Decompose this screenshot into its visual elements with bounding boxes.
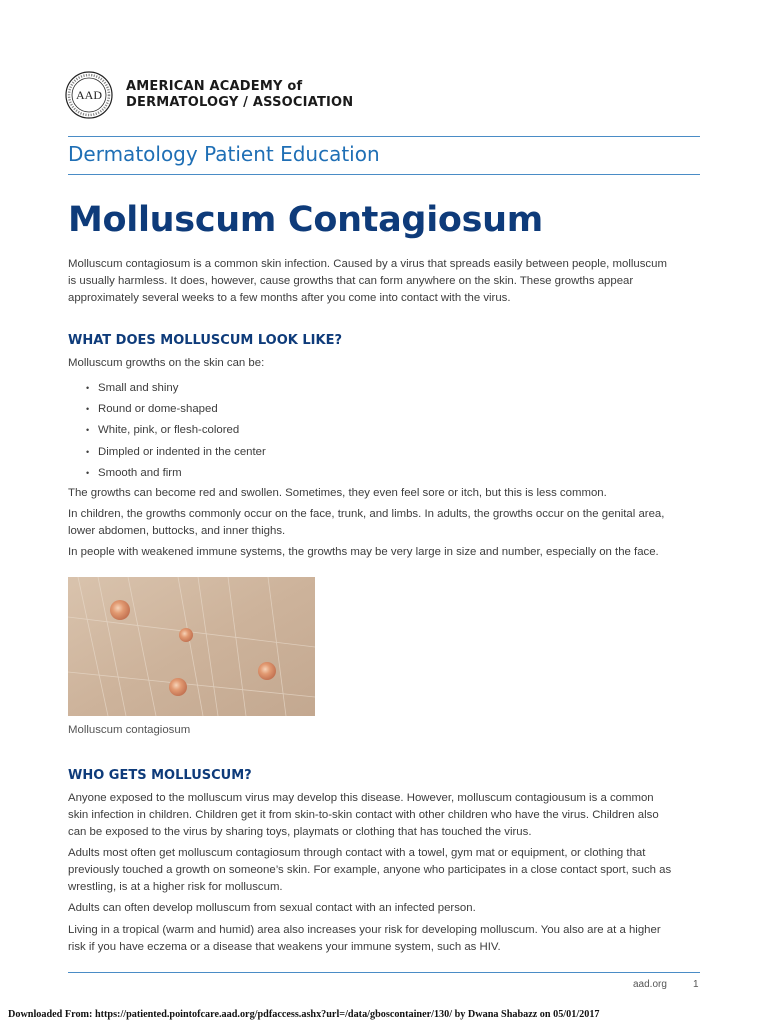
paragraph-line: risk if you have eczema or a disease that weakens your immune system, such as HIV. — [68, 941, 501, 953]
series-divider — [68, 174, 700, 175]
skin-bump — [110, 600, 130, 620]
paragraph-line: can be exposed to the virus by sharing toys, playmats or clothing that has touched the virus. — [68, 826, 532, 838]
intro-paragraph — [68, 256, 708, 307]
paragraph-line: Living in a tropical (warm and humid) area also increases your risk for developing molluscum. You also are at a higher — [68, 924, 661, 936]
footer-divider — [68, 972, 700, 973]
paragraph-line: In children, the growths commonly occur on the face, trunk, and limbs. In adults, the growths occur on the genital area, — [68, 508, 665, 520]
svg-text:AAD: AAD — [76, 88, 102, 102]
aad-logo — [64, 70, 364, 116]
paragraph-line: skin infection in children. Children get it from skin-to-skin contact with other children who have the virus. Children also — [68, 809, 659, 821]
intro-line: Molluscum contagiosum is a common skin infection. Caused by a virus that spreads easily between people, molluscum — [68, 258, 667, 270]
list-item: • Round or dome-shaped — [86, 399, 266, 420]
appearance-paragraph-3: In people with weakened immune systems, the growths may be very large in size and number, especially on the face. — [68, 546, 659, 558]
download-note: Downloaded From: https://patiented.pointofcare.aad.org/pdfaccess.ashx?url=/data/gboscontainer/130/ by Dwana Shabazz on 05/01/2017 — [8, 1009, 600, 1020]
appearance-paragraph-1: The growths can become red and swollen. Sometimes, they even feel sore or itch, but this is less common. — [68, 487, 607, 499]
list-item: • Small and shiny — [86, 378, 266, 399]
footer-site: aad.org — [633, 979, 667, 990]
who-paragraph-3: Adults can often develop molluscum from sexual contact with an infected person. — [68, 902, 476, 914]
paragraph-line: Adults most often get molluscum contagiosum through contact with a towel, gym mat or equipment, or clothing that — [68, 847, 646, 859]
appearance-lead: Molluscum growths on the skin can be: — [68, 357, 265, 369]
org-name-line2: DERMATOLOGY / ASSOCIATION — [126, 95, 354, 110]
org-name-line1: AMERICAN ACADEMY of — [126, 79, 303, 94]
paragraph-line: lower abdomen, buttocks, and inner thighs. — [68, 525, 286, 537]
section-heading-appearance: WHAT DOES MOLLUSCUM LOOK LIKE? — [68, 333, 342, 348]
skin-bump — [169, 678, 187, 696]
paragraph-line: wrestling, is at a higher risk for molluscum. — [68, 881, 283, 893]
list-item: • Smooth and firm — [86, 463, 266, 484]
who-paragraph-1 — [68, 790, 708, 841]
skin-bump — [179, 628, 193, 642]
who-paragraph-2 — [68, 845, 708, 896]
list-item: • Dimpled or indented in the center — [86, 442, 266, 463]
intro-line: approximately several weeks to a few months after you come into contact with the virus. — [68, 292, 511, 304]
aad-seal-icon — [64, 70, 114, 120]
photo-caption: Molluscum contagiosum — [68, 724, 191, 736]
top-divider — [68, 136, 700, 137]
paragraph-line: Anyone exposed to the molluscum virus may develop this disease. However, molluscum contagiousum is a common — [68, 792, 654, 804]
page-title: Molluscum Contagiosum — [68, 200, 543, 240]
paragraph-line: previously touched a growth on someone’s skin. For example, anyone who participates in a close contact sport, such as — [68, 864, 672, 876]
section-heading-who-gets: WHO GETS MOLLUSCUM? — [68, 768, 252, 783]
list-item: • White, pink, or flesh-colored — [86, 420, 266, 441]
page-number: 1 — [693, 979, 699, 990]
intro-line: is usually harmless. It does, however, cause growths that can form anywhere on the skin. These growths appear — [68, 275, 634, 287]
series-title: Dermatology Patient Education — [68, 142, 380, 166]
appearance-paragraph-2 — [68, 506, 708, 540]
molluscum-photo — [68, 577, 315, 716]
skin-bump — [258, 662, 276, 680]
appearance-list — [86, 378, 266, 484]
who-paragraph-4 — [68, 922, 708, 956]
